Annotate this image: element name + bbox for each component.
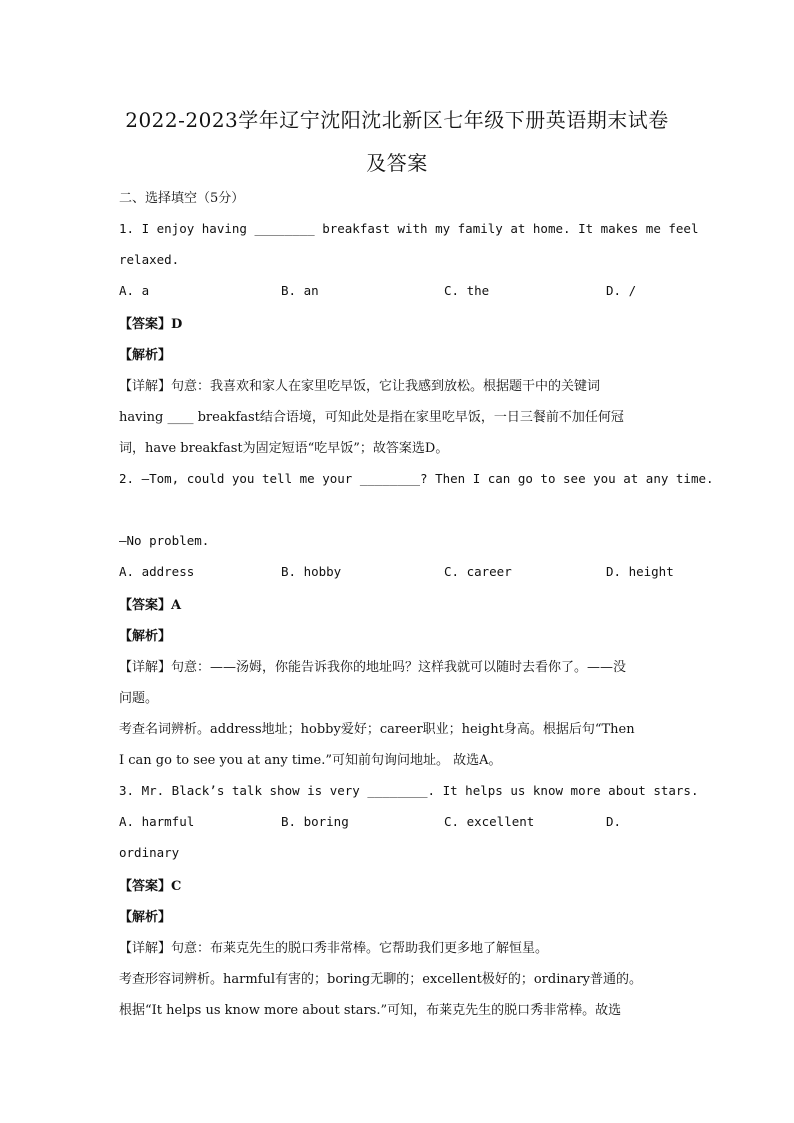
q1-detail-line3: 词，have breakfast为固定短语“吃早饭”；故答案选D。 xyxy=(119,441,449,456)
q3-detail-line1: 【详解】句意：布莱克先生的脱口秀非常棒。它帮助我们更多地了解恒星。 xyxy=(119,941,549,956)
q2-answer: 【答案】A xyxy=(119,598,182,613)
q2-option-a: A. address xyxy=(119,564,195,579)
q2-detail-line1: 【详解】句意：——汤姆，你能告诉我你的地址吗？这样我就可以随时去看你了。——没 xyxy=(119,660,627,675)
q1-detail-line2: having ____ breakfast结合语境，可知此处是指在家里吃早饭，一日三餐前不加任何冠 xyxy=(119,410,624,425)
q2-stem-line2: —No problem. xyxy=(119,533,210,548)
q1-option-b: B. an xyxy=(281,283,319,298)
q1-detail-line1: 【详解】句意：我喜欢和家人在家里吃早饭，它让我感到放松。根据题干中的关键词 xyxy=(119,379,601,394)
q2-option-d: D. height xyxy=(606,564,674,579)
document-title-line1: 2022-2023学年辽宁沈阳沈北新区七年级下册英语期末试卷 xyxy=(125,108,669,132)
q3-option-d-continued: ordinary xyxy=(119,845,180,860)
q1-stem-line2: relaxed. xyxy=(119,252,180,267)
document-title-line2: 及答案 xyxy=(366,151,428,175)
q2-detail-line4: I can go to see you at any time.”可知前句询问地址。 故选A。 xyxy=(119,753,502,768)
q2-detail-line2: 问题。 xyxy=(119,691,159,706)
q3-answer: 【答案】C xyxy=(119,879,182,894)
q2-analysis-label: 【解析】 xyxy=(119,629,172,644)
q1-option-a: A. a xyxy=(119,283,150,298)
q3-detail-line2: 考查形容词辨析。harmful有害的；boring无聊的；excellent极好的；ordinary普通的。 xyxy=(119,972,643,987)
q3-option-c: C. excellent xyxy=(444,814,535,829)
q2-option-c: C. career xyxy=(444,564,512,579)
q2-stem-line1: 2. —Tom, could you tell me your ________? Then I can go to see you at any time. xyxy=(119,471,714,486)
q2-option-b: B. hobby xyxy=(281,564,342,579)
section-heading: 二、选择填空（5分） xyxy=(119,191,245,206)
q3-stem-line1: 3. Mr. Black’s talk show is very ________. It helps us know more about stars. xyxy=(119,783,699,798)
q1-stem-line1: 1. I enjoy having ________ breakfast with my family at home. It makes me feel xyxy=(119,221,699,236)
q3-analysis-label: 【解析】 xyxy=(119,910,172,925)
q1-analysis-label: 【解析】 xyxy=(119,348,172,363)
q1-answer: 【答案】D xyxy=(119,317,183,332)
q2-detail-line3: 考查名词辨析。address地址；hobby爱好；career职业；height身高。根据后句“Then xyxy=(119,722,635,737)
q3-option-b: B. boring xyxy=(281,814,349,829)
q3-detail-line3: 根据“It helps us know more about stars.”可知，布莱克先生的脱口秀非常棒。故选 xyxy=(119,1003,622,1018)
q1-option-d: D. / xyxy=(606,283,637,298)
q3-option-d: D. xyxy=(606,814,622,829)
q3-option-a: A. harmful xyxy=(119,814,195,829)
q1-option-c: C. the xyxy=(444,283,490,298)
